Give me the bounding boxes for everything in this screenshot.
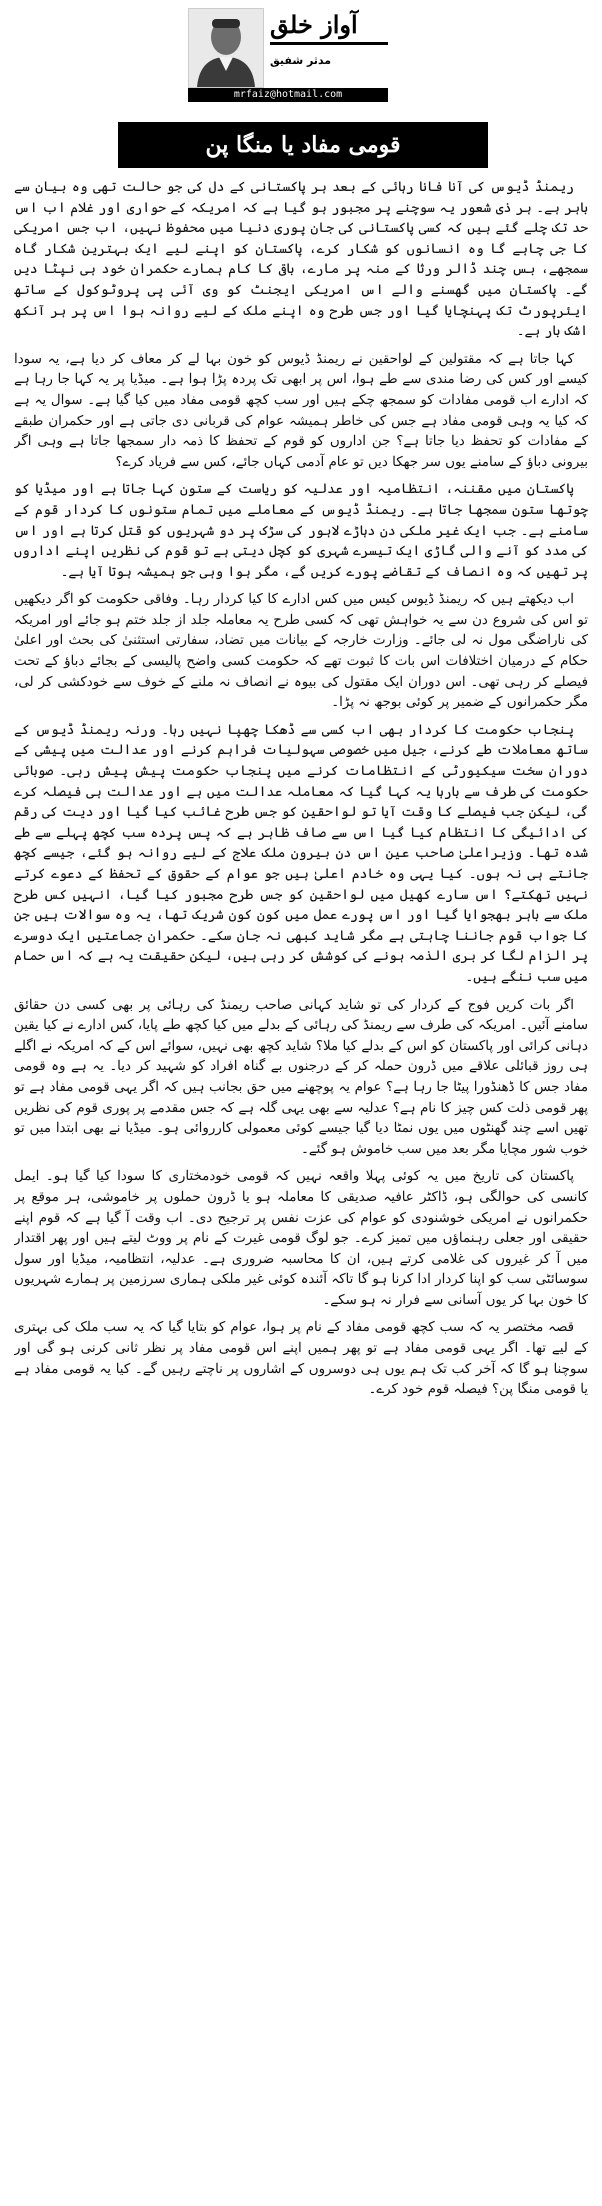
article-paragraph: ریمنڈ ڈیوس کی آنا فانا رہائی کے بعد ہر پاکستانی کے دل کی جو حالت تھی وہ بیان سے باہر ہے۔ ہر ذی شعور یہ سوچنے پر مجبور ہو گیا ہے کہ امریکہ کے حواری اور غلام اب اس حد تک چلے گئے ہیں کہ کسی پاکستانی کی جان پوری دنیا میں محفوظ نہیں، اب جس امریکی کا جی چاہے گا وہ انسانوں کو شکار کرے، پاکستان کو اپنے لیے ایک بہترین شکار گاہ سمجھے، بس چند ڈالر ورثا کے منہ پر مارے، باقی کا کام ہمارے حکمران خود ہی نپٹا دیں گے۔ پاکستان میں گھسنے والے اس امریکی ایجنٹ کو وی آئی پی پروٹوکول کے ساتھ ایئرپورٹ تک پہنچایا گیا اور جس طرح وہ اپنے ملک کے لیے روانہ ہوا اس پر ہر آنکھ اشک بار ہے۔ (14, 180, 588, 340)
author-name: مدثر شفیق (270, 54, 332, 67)
article-paragraph: قصہ مختصر یہ کہ سب کچھ قومی مفاد کے نام پر ہوا، عوام کو بتایا گیا کہ یہ سب ملک کی بہتری کے لیے تھا۔ اگر یہی قومی مفاد ہے تو پھر ہمیں اپنے اس قومی مفاد پر نظر ثانی کرنی ہو گی اور سوچنا ہو گا کہ آخر کب تک ہم یوں ہی دوسروں کے اشاروں پر ناچتے رہیں گے۔ کیا یہ قومی مفاد ہے یا قومی منگا پن؟ فیصلہ قوم خود کرے۔ (14, 1320, 588, 1398)
article-paragraph: پاکستان کی تاریخ میں یہ کوئی پہلا واقعہ نہیں کہ قومی خودمختاری کا سودا کیا گیا ہو۔ ایمل کانسی کی حوالگی ہو، ڈاکٹر عافیہ صدیقی کا معاملہ ہو یا ڈرون حملوں پر خاموشی، ہر موقع پر حکمرانوں نے امریکی خوشنودی کو عوام کی عزت نفس پر ترجیح دی۔ اب وقت آ گیا ہے کہ قوم اپنے حقیقی اور جعلی رہنماؤں میں تمیز کرے۔ جو لوگ قومی غیرت کے نام پر ووٹ لیتے ہیں اور پھر اقتدار میں آ کر غیروں کی غلامی کرتے ہیں، ان کا محاسبہ ضروری ہے۔ عدلیہ، انتظامیہ، میڈیا اور سول سوسائٹی سب کو اپنا کردار ادا کرنا ہو گا تاکہ آئندہ کوئی غیر ملکی ہماری سرزمین پر ہمارے شہریوں کا خون بہا کر یوں آسانی سے فرار نہ ہو سکے۔ (14, 1169, 588, 1308)
author-email[interactable]: mrfaiz@hotmail.com (188, 88, 388, 102)
column-title: آواز خلق (270, 10, 358, 39)
article-paragraph: کہا جاتا ہے کہ مقتولین کے لواحقین نے ریمنڈ ڈیوس کو خون بہا لے کر معاف کر دیا ہے، یہ سودا کیسے اور کس کی رضا مندی سے طے ہوا، اس پر ابھی تک پردہ پڑا ہوا ہے۔ میڈیا پر یہ کہا جا رہا ہے کہ ادارے اب قومی مفادات کو سمجھ چکے ہیں اور سب کچھ قومی مفاد میں کیا گیا ہے۔ سوال یہ ہے کہ کیا یہ وہی قومی مفاد ہے جس کی خاطر ہمیشہ عوام کی قربانی دی جاتی ہے اور حکمران طبقے کے مفادات کو تحفظ دیا جاتا ہے؟ جن اداروں کو قوم کے تحفظ کا ذمہ دار سمجھا جاتا ہے وہی اگر بیرونی دباؤ کے سامنے یوں سر جھکا دیں تو عام آدمی کہاں جائے، کس سے فریاد کرے؟ (14, 351, 588, 470)
column-brand (270, 10, 388, 96)
article-paragraph: پاکستان میں مقننہ، انتظامیہ اور عدلیہ کو ریاست کے ستون کہا جاتا ہے اور میڈیا کو چوتھا ستون سمجھا جاتا ہے۔ ریمنڈ ڈیوس کے معاملے میں تمام ستونوں کا کردار قوم کے سامنے ہے۔ جب ایک غیر ملکی دن دہاڑے لاہور کی سڑک پر دو شہریوں کو قتل کرتا ہے اور اس کی مدد کو آنے والی گاڑی ایک تیسرے شہری کو کچل دیتی ہے تو قوم کی نظریں اپنے اداروں پر تھیں کہ وہ انصاف کے تقاضے پورے کریں گے، مگر ہوا وہی جو ہمیشہ ہوتا آیا ہے۔ (14, 482, 588, 580)
columnist-photo (188, 8, 264, 88)
article-paragraph: پنجاب حکومت کا کردار بھی اب کسی سے ڈھکا چھپا نہیں رہا۔ ورنہ ریمنڈ ڈیوس کے ساتھ معاملات طے کرنے، جیل میں خصوصی سہولیات فراہم کرنے اور عدالت میں پیشی کے دوران سخت سیکیورٹی کے انتظامات کرنے میں پنجاب حکومت پیش پیش رہی۔ صوبائی حکومت کی طرف سے بارہا یہ کہا گیا کہ معاملہ عدالت میں ہے اور عدالت ہی فیصلہ کرے گی، لیکن جب فیصلے کا وقت آیا تو لواحقین کو جس طرح غائب کیا گیا اور دیت کی رقم کی ادائیگی کا انتظام کیا گیا اس سے صاف ظاہر ہے کہ پس پردہ سب کچھ پہلے سے طے شدہ تھا۔ وزیراعلیٰ صاحب عین اس دن بیرون ملک علاج کے لیے روانہ ہو گئے، جیسے کچھ جانتے ہی نہ ہوں۔ کیا یہی وہ خادم اعلیٰ ہیں جو عوام کے حقوق کے تحفظ کے دعوے کرتے نہیں تھکتے؟ اس سارے کھیل میں لواحقین کو جس طرح مجبور کیا گیا، انہیں کس طرح ملک سے باہر بھجوایا گیا اور اس پورے عمل میں کون کون شریک تھا، یہ وہ سوالات ہیں جن کا جواب قوم جاننا چاہتی ہے مگر شاید کبھی نہ جان سکے۔ حکمران جماعتیں ایک دوسرے پر الزام لگا کر بری الذمہ ہونے کی کوشش کر رہی ہیں، لیکن حقیقت یہ ہے کہ اس حمام میں سب ننگے ہیں۔ (14, 722, 588, 985)
article-headline: قومی مفاد یا منگا پن (205, 132, 401, 158)
masthead (0, 0, 602, 118)
brand-divider (270, 42, 388, 45)
columnist-portrait-icon (189, 9, 263, 87)
article-paragraph: اگر بات کریں فوج کے کردار کی تو شاید کہانی صاحب ریمنڈ کی رہائی پر بھی کسی دن حقائق سامنے آئیں۔ امریکہ کی طرف سے ریمنڈ کی رہائی کے بدلے میں کیا کچھ طے پایا، کس ادارے نے کیا یقین دہانی کرائی اور پاکستان کو اس کے بدلے کیا ملا؟ شاید کچھ بھی نہیں، سوائے اس کے کہ امریکہ نے اگلے ہی روز قبائلی علاقے میں ڈرون حملہ کر کے درجنوں بے گناہ افراد کو شہید کر دیا۔ یہ ہے وہ قومی مفاد جس کا ڈھنڈورا پیٹا جا رہا ہے؟ عوام یہ پوچھنے میں حق بجانب ہیں کہ اگر یہی قومی مفاد ہے تو پھر قومی ذلت کس چیز کا نام ہے؟ عدلیہ سے بھی یہی گلہ ہے کہ جس مقدمے پر پوری قوم کی نظریں تھیں اسے چند گھنٹوں میں یوں نمٹا دیا گیا جیسے کوئی معمولی کارروائی ہو۔ میڈیا نے بھی ابتدا میں تو خوب شور مچایا مگر بعد میں سب خاموش ہو گئے۔ (14, 997, 588, 1157)
headline-bar (118, 122, 488, 168)
article-paragraph: اب دیکھتے ہیں کہ ریمنڈ ڈیوس کیس میں کس ادارے کا کیا کردار رہا۔ وفاقی حکومت کو اگر دیکھیں تو اس کی شروع دن سے یہ خواہش تھی کہ کسی طرح یہ معاملہ جلد از جلد ختم ہو جائے اور امریکہ کی ناراضگی مول نہ لی جائے۔ وزارت خارجہ کے بیانات میں تضاد، سفارتی استثنیٰ کی بحث اور اعلیٰ حکام کے درمیان اختلافات اس بات کا ثبوت تھے کہ حکومت کسی واضح پالیسی کے بجائے دباؤ کے تحت فیصلے کر رہی تھی۔ اس دوران ایک مقتول کی بیوہ نے انصاف نہ ملنے کے خوف سے خودکشی کر لی، مگر حکمرانوں کے ضمیر پر کوئی بوجھ نہ پڑا۔ (14, 592, 588, 711)
article-body (14, 178, 588, 2194)
